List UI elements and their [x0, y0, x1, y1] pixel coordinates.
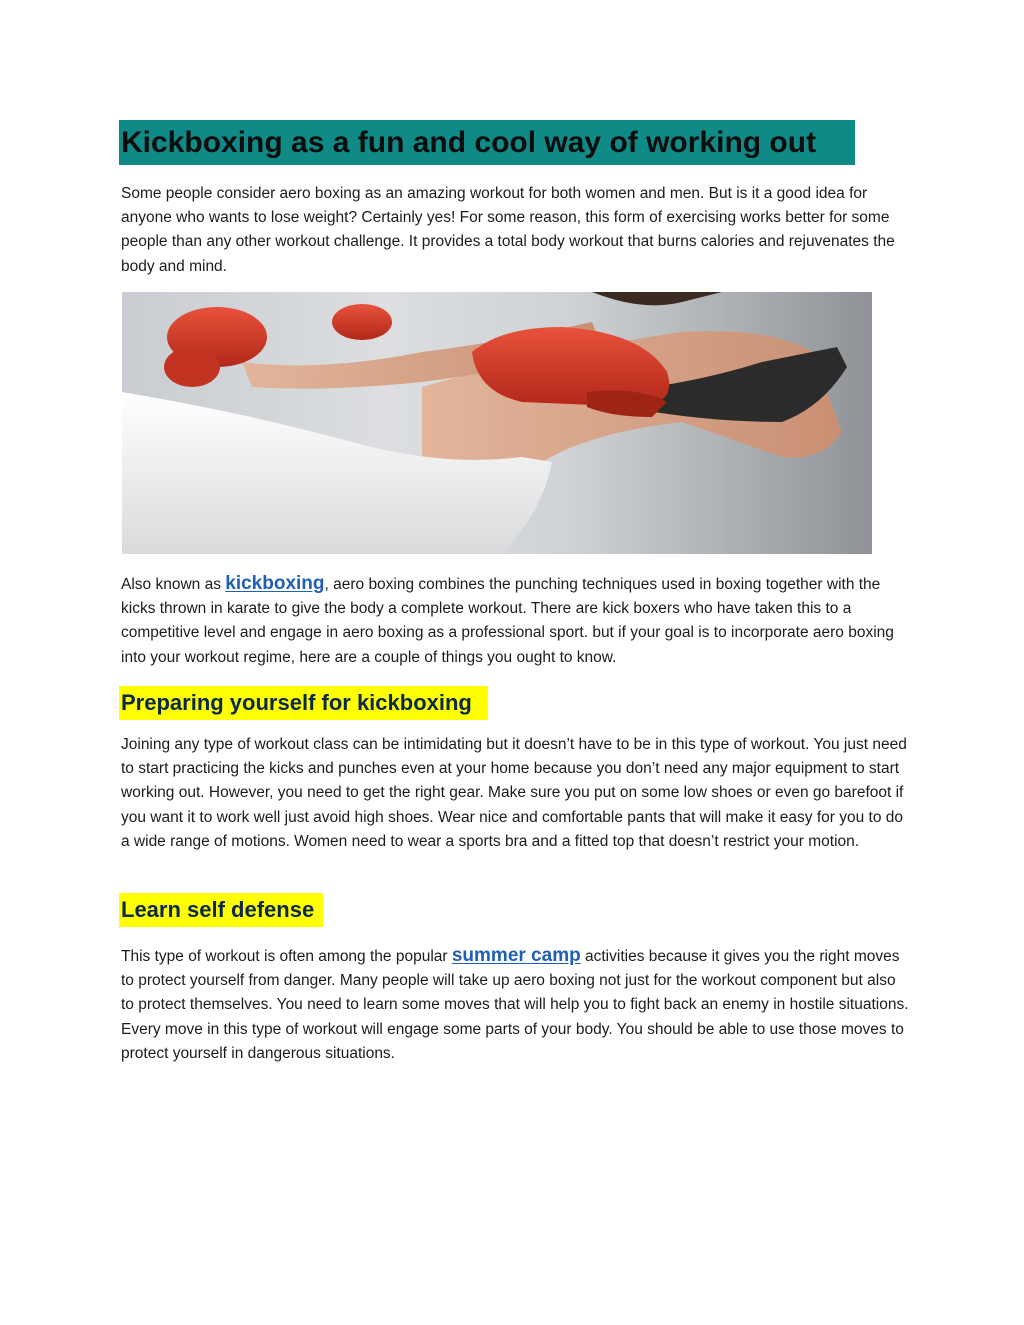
- summer-camp-link[interactable]: summer camp: [451, 945, 581, 966]
- kickboxing-intro-text: Also known as: [121, 576, 226, 593]
- kickboxing-body-text: , aero boxing combines the punching techniques used in boxing together with the kicks thrown in karate to give the body a complete workout. There are kick boxers who have taken this to a competitive level and engage in aero boxing as a professional sport. but if your goal is to incorporate aero boxing into your workout regime, here are a couple of things you ought to know.: [121, 576, 894, 666]
- page-title: Kickboxing as a fun and cool way of working out: [119, 120, 855, 165]
- self-defense-body-text: activities because it gives you the right moves to protect yourself from danger. Many people will take up aero boxing not just for the workout component but also to protect themselves. You need to learn some moves that will help you to fight back an enemy in hostile situations. Every move in this type of workout will engage some parts of your body. You should be able to use those moves to protect yourself in dangerous situations.: [121, 948, 909, 1062]
- self-defense-paragraph: [121, 944, 911, 1066]
- preparing-heading: Preparing yourself for kickboxing: [119, 686, 488, 720]
- kickboxing-photo: [122, 292, 872, 554]
- kickboxing-paragraph: [121, 572, 911, 670]
- kickboxing-illustration: [122, 292, 872, 554]
- self-defense-intro-text: This type of workout is often among the popular: [121, 948, 452, 965]
- intro-paragraph: Some people consider aero boxing as an amazing workout for both women and men. But is it a good idea for anyone who wants to lose weight? Certainly yes! For some reason, this form of exercising works better for some people than any other workout challenge. It provides a total body workout that burns calories and rejuvenates the body and mind.: [121, 185, 895, 275]
- kickboxing-link[interactable]: kickboxing: [225, 573, 325, 594]
- preparing-paragraph: Joining any type of workout class can be intimidating but it doesn’t have to be in this type of workout. You just need to start practicing the kicks and punches even at your home because you don’t need any major equipment to start working out. However, you need to get the right gear. Make sure you put on some low shoes or even go barefoot if you want it to work well just avoid high shoes. Wear nice and comfortable pants that will make it easy for you to do a wide range of motions. Women need to wear a sports bra and a fitted top that doesn’t restrict your motion.: [121, 736, 907, 850]
- self-defense-heading: Learn self defense: [119, 893, 323, 927]
